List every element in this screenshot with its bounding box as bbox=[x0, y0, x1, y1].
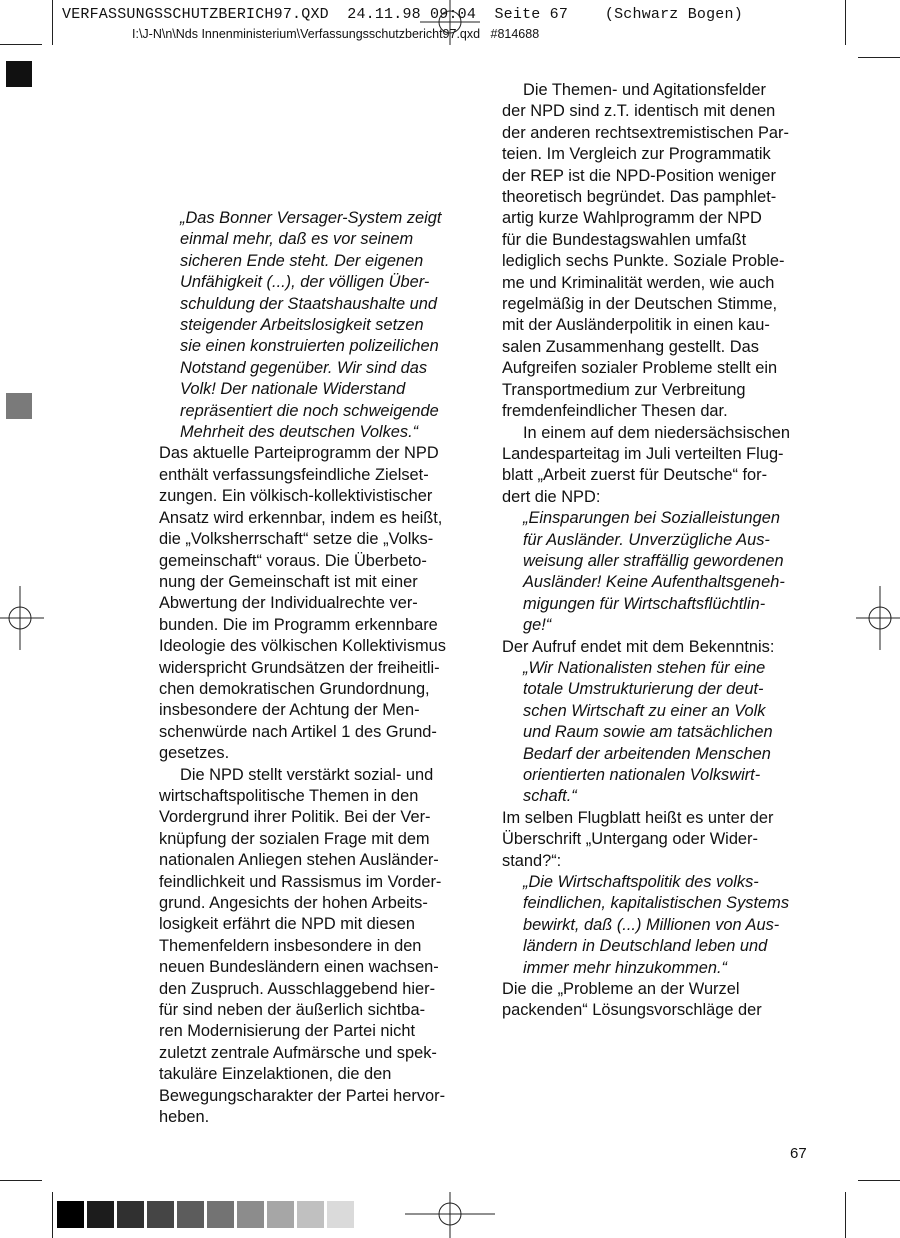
paragraph-bekenntnis bbox=[502, 637, 812, 658]
left-column bbox=[159, 208, 469, 1128]
text-line: schaft.“ bbox=[523, 787, 577, 806]
text-line: orientierten nationalen Volkswirt- bbox=[523, 766, 761, 784]
text-line: nationalen Anliegen stehen Ausländer- bbox=[159, 851, 439, 870]
text-line: Ideologie des völkischen Kollektivismus bbox=[159, 637, 446, 656]
text-line: steigender Arbeitslosigkeit setzen bbox=[180, 316, 424, 335]
crop-mark bbox=[0, 44, 42, 45]
text-line: salen Zusammenhang gestellt. Das bbox=[502, 337, 759, 356]
crop-mark bbox=[0, 1180, 42, 1181]
paragraph-sozialpolitik bbox=[159, 765, 469, 1129]
paragraph-loesungsvorschlaege bbox=[502, 979, 812, 1022]
text-line: zuletzt zentrale Aufmärsche und spek- bbox=[159, 1043, 437, 1062]
text-line: totale Umstrukturierung der deut- bbox=[523, 680, 764, 699]
crop-mark bbox=[52, 1192, 53, 1238]
text-line: Mehrheit des deutschen Volkes.“ bbox=[180, 423, 419, 442]
grayscale-swatch bbox=[117, 1201, 144, 1228]
text-line: schen Wirtschaft zu einer an Volk bbox=[523, 701, 766, 720]
text-line: feindlichen, kapitalistischen Systems bbox=[523, 894, 790, 913]
quote-block-nationalisten bbox=[502, 658, 812, 808]
text-line: Notstand gegenüber. Wir sind das bbox=[180, 358, 428, 377]
right-column bbox=[502, 80, 812, 1022]
text-line: für sind neben der äußerlich sichtba- bbox=[159, 1001, 426, 1020]
text-line: ren Modernisierung der Partei nicht bbox=[159, 1022, 416, 1041]
text-line: neuen Bundesländern einen wachsen- bbox=[159, 958, 439, 977]
paragraph-untergang bbox=[502, 808, 812, 872]
text-line: für Ausländer. Unverzügliche Aus- bbox=[523, 530, 770, 549]
text-line: heben. bbox=[159, 1108, 210, 1127]
text-line: und Raum sowie am tatsächlichen bbox=[523, 723, 773, 742]
paragraph-flugblatt bbox=[502, 423, 812, 509]
text-line: blatt „Arbeit zuerst für Deutsche“ for- bbox=[502, 466, 768, 485]
grayscale-swatch bbox=[207, 1201, 234, 1228]
text-line: knüpfung der sozialen Frage mit dem bbox=[159, 829, 430, 848]
text-line: artig kurze Wahlprogramm der NPD bbox=[502, 209, 762, 228]
text-line: Im selben Flugblatt heißt es unter der bbox=[502, 808, 774, 827]
text-line: takuläre Einzelaktionen, die den bbox=[159, 1065, 392, 1084]
text-line: einmal mehr, daß es vor seinem bbox=[180, 230, 414, 249]
crop-mark bbox=[858, 57, 900, 58]
text-line: weisung aller straffällig gewordenen bbox=[523, 551, 784, 570]
text-line: losigkeit erfährt die NPD mit diesen bbox=[159, 915, 415, 934]
text-line: In einem auf dem niedersächsischen bbox=[523, 423, 790, 442]
text-line: regelmäßig in der Deutschen Stimme, bbox=[502, 295, 778, 314]
quote-block-wirtschaftspolitik bbox=[502, 872, 812, 979]
text-line: gesetzes. bbox=[159, 744, 230, 763]
registration-mark-right bbox=[856, 586, 900, 650]
page-number: 67 bbox=[790, 1145, 807, 1162]
grayscale-swatch bbox=[267, 1201, 294, 1228]
text-line: stand?“: bbox=[502, 851, 562, 870]
text-line: sicheren Ende steht. Der eigenen bbox=[180, 251, 424, 270]
text-line: „Einsparungen bei Sozialleistungen bbox=[523, 509, 780, 528]
text-line: Ausländer! Keine Aufenthaltsgeneh- bbox=[523, 573, 785, 592]
text-line: Transportmedium zur Verbreitung bbox=[502, 380, 746, 399]
paragraph-parteiprogramm bbox=[159, 443, 469, 764]
text-line: „Wir Nationalisten stehen für eine bbox=[523, 658, 766, 677]
grayscale-swatch bbox=[297, 1201, 324, 1228]
grayscale-swatch bbox=[147, 1201, 174, 1228]
text-line: bunden. Die im Programm erkennbare bbox=[159, 615, 438, 634]
text-line: theoretisch begründet. Das pamphlet- bbox=[502, 188, 777, 207]
grayscale-swatch bbox=[237, 1201, 264, 1228]
black-marker-square bbox=[6, 61, 32, 87]
text-line: zungen. Ein völkisch-kollektivistischer bbox=[159, 487, 433, 506]
grayscale-swatch bbox=[57, 1201, 84, 1228]
text-line: den Zuspruch. Ausschlaggebend hier- bbox=[159, 979, 436, 998]
crop-mark bbox=[845, 0, 846, 45]
paragraph-themenfelder bbox=[502, 80, 812, 423]
text-line: fremdenfeindlicher Thesen dar. bbox=[502, 402, 728, 421]
text-line: Bewegungscharakter der Partei hervor- bbox=[159, 1086, 446, 1105]
text-line: mit der Ausländerpolitik in einen kau- bbox=[502, 316, 770, 335]
text-line: „Die Wirtschaftspolitik des volks- bbox=[523, 873, 759, 892]
registration-mark-top bbox=[420, 0, 480, 45]
text-line: Die NPD stellt verstärkt sozial- und bbox=[180, 765, 434, 784]
text-line: ge!“ bbox=[523, 616, 552, 635]
file-slug-header: VERFASSUNGSSCHUTZBERICH97.QXD 24.11.98 09:04 Seite 67 (Schwarz Bogen) bbox=[62, 6, 743, 23]
text-line: insbesondere der Achtung der Men- bbox=[159, 701, 420, 720]
text-line: für die Bundestagswahlen umfaßt bbox=[502, 230, 747, 249]
text-line: Die die „Probleme an der Wurzel bbox=[502, 980, 740, 999]
text-line: Überschrift „Untergang oder Wider- bbox=[502, 830, 758, 849]
quote-block-bonner-system bbox=[159, 208, 469, 443]
text-line: enthält verfassungsfeindliche Zielset- bbox=[159, 465, 429, 484]
crop-mark bbox=[52, 0, 53, 45]
text-line: „Das Bonner Versager-System zeigt bbox=[180, 209, 442, 227]
text-line: Abwertung der Individualrechte ver- bbox=[159, 594, 418, 613]
text-line: feindlichkeit und Rassismus im Vorder- bbox=[159, 872, 442, 891]
grayscale-swatch bbox=[87, 1201, 114, 1228]
text-line: die „Volksherrschaft“ setze die „Volks- bbox=[159, 530, 434, 549]
text-line: migungen für Wirtschaftsflüchtlin- bbox=[523, 594, 766, 613]
text-line: nung der Gemeinschaft ist mit einer bbox=[159, 572, 418, 591]
text-line: Der Aufruf endet mit dem Bekenntnis: bbox=[502, 637, 775, 656]
text-line: widerspricht Grundsätzen der freiheitli- bbox=[159, 658, 440, 677]
text-line: wirtschaftspolitische Themen in den bbox=[159, 786, 419, 805]
text-line: Ansatz wird erkennbar, indem es heißt, bbox=[159, 508, 443, 527]
text-line: schuldung der Staatshaushalte und bbox=[180, 294, 437, 313]
text-line: Aufgreifen sozialer Probleme stellt ein bbox=[502, 359, 778, 378]
text-line: grund. Angesichts der hohen Arbeits- bbox=[159, 894, 428, 912]
text-line: immer mehr hinzukommen.“ bbox=[523, 958, 728, 977]
text-line: bewirkt, daß (...) Millionen von Aus- bbox=[523, 915, 780, 934]
crop-mark bbox=[858, 1180, 900, 1181]
text-line: lediglich sechs Punkte. Soziale Proble- bbox=[502, 252, 785, 271]
text-line: Volk! Der nationale Widerstand bbox=[180, 380, 406, 399]
text-line: gemeinschaft“ voraus. Die Überbeto- bbox=[159, 551, 427, 570]
crop-mark bbox=[845, 1192, 846, 1238]
gray-marker-square bbox=[6, 393, 32, 419]
text-line: packenden“ Lösungsvorschläge der bbox=[502, 1001, 762, 1020]
text-line: der REP ist die NPD-Position weniger bbox=[502, 166, 776, 185]
text-line: me und Kriminalität werden, wie auch bbox=[502, 273, 775, 292]
text-line: der NPD sind z.T. identisch mit denen bbox=[502, 102, 776, 121]
text-line: Bedarf der arbeitenden Menschen bbox=[523, 744, 771, 763]
text-line: Landesparteitag im Juli verteilten Flug- bbox=[502, 444, 784, 463]
text-line: schenwürde nach Artikel 1 des Grund- bbox=[159, 722, 437, 741]
text-line: der anderen rechtsextremistischen Par- bbox=[502, 123, 789, 142]
file-path-line: I:\J-N\n\Nds Innenministerium\Verfassungsschutzbericht97.qxd #814688 bbox=[132, 27, 540, 41]
text-line: teien. Im Vergleich zur Programmatik bbox=[502, 145, 771, 164]
grayscale-swatch bbox=[177, 1201, 204, 1228]
text-line: Das aktuelle Parteiprogramm der NPD bbox=[159, 444, 439, 463]
text-line: sie einen konstruierten polizeilichen bbox=[180, 337, 439, 356]
registration-mark-left bbox=[0, 586, 44, 650]
registration-mark-bottom bbox=[405, 1192, 495, 1238]
text-line: Die Themen- und Agitationsfelder bbox=[523, 81, 766, 99]
text-line: repräsentiert die noch schweigende bbox=[180, 401, 439, 420]
quote-block-einsparungen bbox=[502, 508, 812, 636]
text-line: ländern in Deutschland leben und bbox=[523, 937, 768, 956]
text-line: dert die NPD: bbox=[502, 487, 601, 506]
grayscale-swatch bbox=[327, 1201, 354, 1228]
text-line: Unfähigkeit (...), der völligen Über- bbox=[180, 273, 430, 292]
text-line: Themenfeldern insbesondere in den bbox=[159, 936, 422, 955]
text-line: Vordergrund ihrer Politik. Bei der Ver- bbox=[159, 808, 431, 827]
text-line: chen demokratischen Grundordnung, bbox=[159, 679, 430, 698]
